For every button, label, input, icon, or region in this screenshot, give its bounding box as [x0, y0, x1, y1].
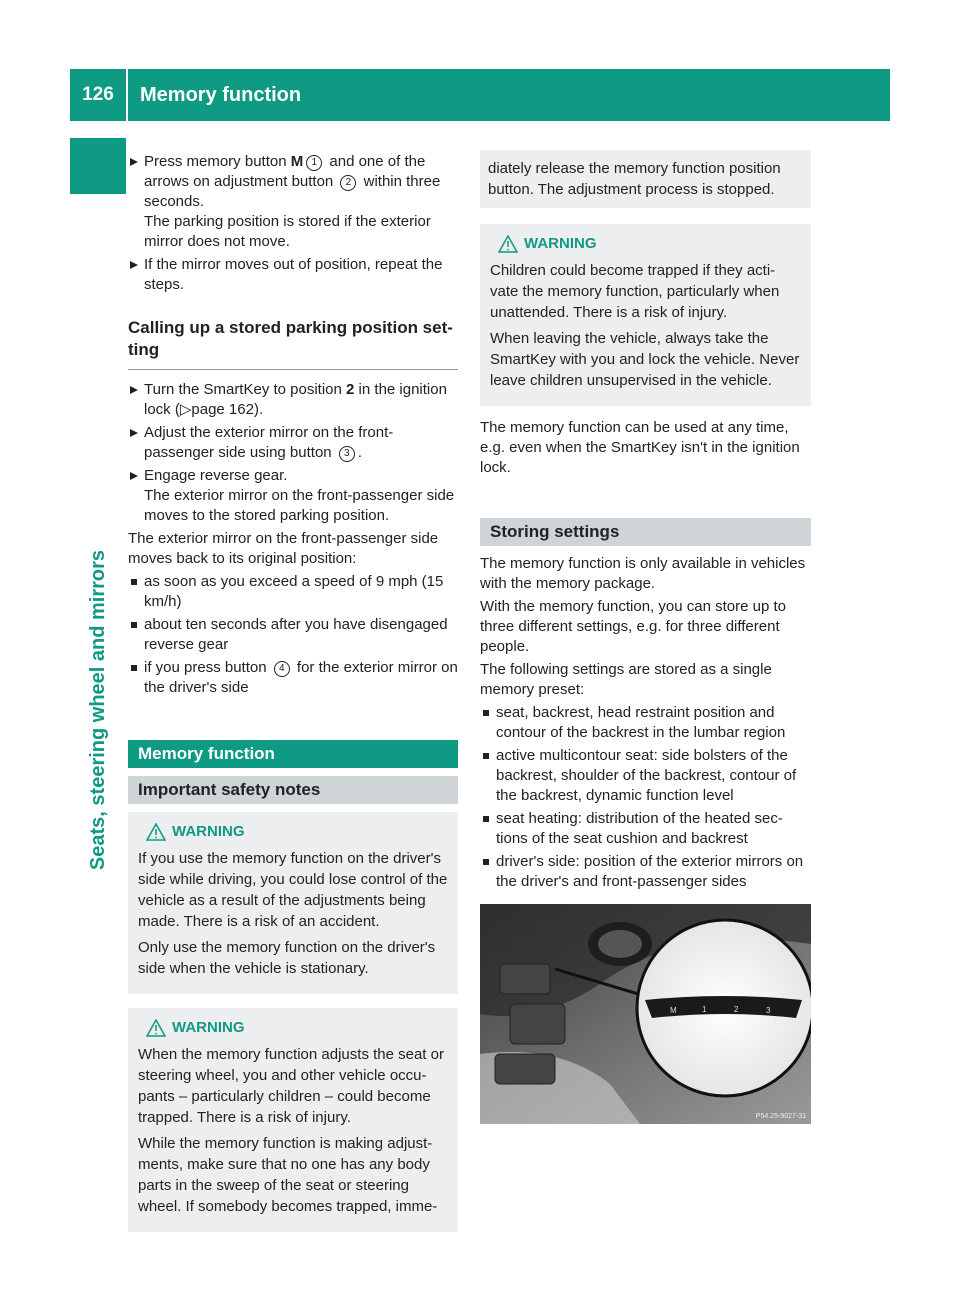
warning-box-continued: diately release the memory function position button. The adjustment process is stopped. — [480, 150, 811, 208]
warning-box — [480, 224, 811, 406]
step-note: The exterior mirror on the front-passenger side moves to the stored parking position. — [144, 487, 455, 524]
page-number: 126 — [82, 84, 114, 105]
paragraph: With the memory function, you can store up to three different settings, e.g. for three different people. — [480, 598, 786, 655]
memory-button-label: M — [670, 1006, 677, 1015]
list-item: seat, backrest, head restraint position and contour of the backrest in the lumbar region — [480, 703, 811, 743]
paragraph: The memory function is only available in vehicles with the memory package. — [480, 555, 806, 592]
paragraph: The exterior mirror on the front-passenger side moves back to its original position: — [128, 530, 439, 567]
memory-button-label: 2 — [734, 1005, 739, 1014]
subsection-heading: Important safety notes — [128, 776, 458, 804]
warning-triangle-icon — [498, 235, 518, 253]
list-item: seat heating: distribution of the heated sec-tions of the seat cushion and backrest — [480, 809, 811, 849]
step-note: The parking position is stored if the exterior mirror does not move. — [144, 213, 431, 250]
page-title: Memory function — [140, 84, 302, 106]
warning-text: Only use the memory function on the driver's side when the vehicle is stationary. — [138, 939, 436, 977]
warning-triangle-icon — [146, 1019, 166, 1037]
left-column — [128, 152, 458, 1232]
callout-4-icon: 4 — [274, 661, 290, 677]
warning-title: WARNING — [524, 235, 597, 252]
step-item: Turn the SmartKey to position 2 in the ignition lock (▷page 162). — [128, 380, 458, 420]
callout-2-icon: 2 — [340, 175, 356, 191]
door-panel-memory-buttons-image — [480, 904, 811, 1124]
warning-text: When the memory function adjusts the seat or steering wheel, you and other vehicle occu-pants – particularly children – could become trapped. There is a risk of injury. — [138, 1046, 444, 1126]
list-item: about ten seconds after you have disengaged reverse gear — [128, 615, 458, 655]
section-heading: Storing settings — [480, 518, 811, 546]
callout-1-icon: 1 — [306, 155, 322, 171]
warning-text: When leaving the vehicle, always take the SmartKey with you and lock the vehicle. Never leave children unsupervised in the vehicle. — [490, 330, 800, 389]
list-item: as soon as you exceed a speed of 9 mph (15 km/h) — [128, 572, 458, 612]
list-item: active multicontour seat: side bolsters of the backrest, shoulder of the backrest, contour of the backrest, dynamic function level — [480, 746, 811, 806]
paragraph: The memory function can be used at any time, e.g. even when the SmartKey isn't in the ignition lock. — [480, 419, 800, 476]
figure-code: P54.25-9027-31 — [755, 1113, 806, 1120]
chapter-label: Seats, steering wheel and mirrors — [87, 549, 109, 871]
paragraph: The following settings are stored as a single memory preset: — [480, 661, 772, 698]
step-item: Press memory button M 1 and one of the arrows on adjustment button 2 within three seconds. The parking position is stored if the exterior mirror does not move. — [128, 152, 458, 252]
memory-button-label: 1 — [702, 1005, 707, 1014]
subheading: Calling up a stored parking position set-ting — [128, 317, 458, 370]
list-item: if you press button 4 for the exterior mirror on the driver's side — [128, 658, 458, 698]
warning-box — [128, 1008, 458, 1232]
chapter-tab — [70, 138, 126, 194]
warning-text: Children could become trapped if they acti-vate the memory function, particularly when unattended. There is a risk of injury. — [490, 262, 780, 321]
page-ref-arrow-icon: ▷ — [179, 401, 192, 418]
page-reference-link[interactable]: page 162). — [191, 401, 264, 418]
warning-box — [128, 812, 458, 994]
step-item: Adjust the exterior mirror on the front-passenger side using button 3 . — [128, 423, 458, 463]
warning-title: WARNING — [172, 1019, 245, 1036]
section-heading: Memory function — [128, 740, 458, 768]
list-item: driver's side: position of the exterior mirrors on the driver's and front-passenger sides — [480, 852, 811, 892]
callout-3-icon: 3 — [339, 446, 355, 462]
step-item: If the mirror moves out of position, repeat the steps. — [128, 255, 458, 295]
warning-text: If you use the memory function on the driver's side while driving, you could lose control of the vehicle as a result of the adjustments being made. There is a risk of an accident. — [138, 850, 448, 930]
warning-text: While the memory function is making adjust-ments, make sure that no one has any body parts in the sweep of the seat or steering wheel. If somebody becomes trapped, imme- — [138, 1135, 438, 1215]
warning-triangle-icon — [146, 823, 166, 841]
step-item: Engage reverse gear. The exterior mirror on the front-passenger side moves to the stored parking position. — [128, 466, 458, 526]
header-separator — [126, 69, 128, 121]
warning-title: WARNING — [172, 823, 245, 840]
memory-button-label: 3 — [766, 1006, 771, 1015]
right-column — [480, 150, 811, 1124]
